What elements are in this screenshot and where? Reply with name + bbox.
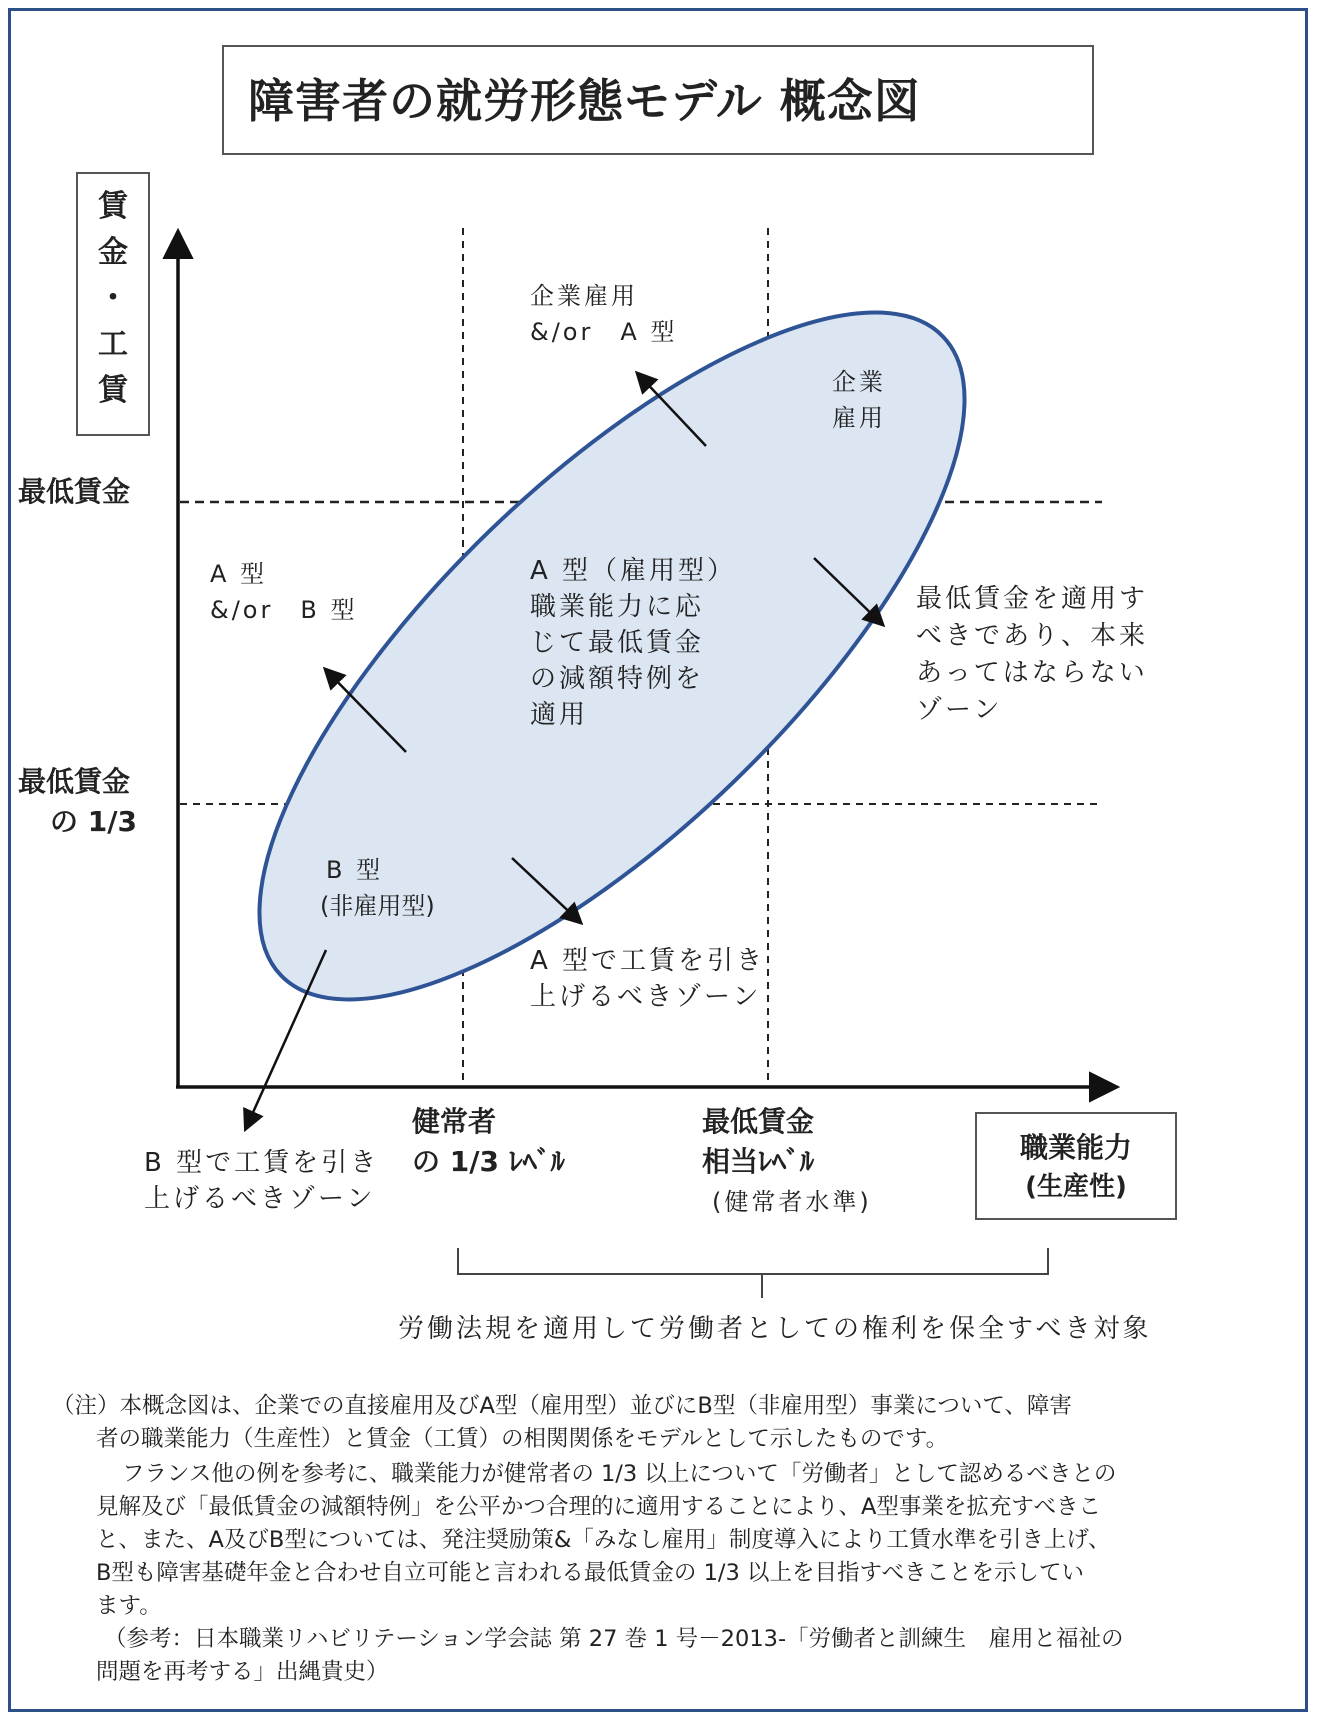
zone-center-line2: 職業能力に応 [530, 592, 705, 622]
bracket-label: 労働法規を適用して労働者としての権利を保全すべき対象 [398, 1314, 1152, 1344]
zone-raise-a-line1: A 型で工賃を引き [530, 946, 766, 976]
note-line: （参考：日本職業リハビリテーション学会誌 第 27 巻 1 号－2013-「労働者と訓練生 雇用と福祉の [104, 1626, 1124, 1652]
zone-center-line4: の減額特例を [530, 664, 705, 694]
y-axis-title-char: ・ [98, 281, 128, 316]
zone-right-line1: 最低賃金を適用す [916, 584, 1149, 614]
y-axis-title-box [76, 172, 150, 436]
y-axis-title-char: 工 [98, 327, 128, 362]
note-line: B型も障害基礎年金と合わせ自立可能と言われる最低賃金の 1/3 以上を目指すべきことを示してい [96, 1560, 1085, 1586]
bracket [458, 1248, 1048, 1274]
note-line: 見解及び「最低賃金の減額特例」を公平かつ合理的に適用することにより、A型事業を拡充すべきこ [96, 1494, 1101, 1520]
zone-right-line3: あってはならない [916, 658, 1148, 688]
note-line: 者の職業能力（生産性）と賃金（工賃）の相関関係をモデルとして示したものです。 [96, 1426, 949, 1452]
zone-raise-a-line2: 上げるべきゾーン [530, 982, 762, 1012]
diagram-title: 障害者の就労形態モデル 概念図 [248, 74, 921, 128]
zone-right-line4: ゾーン [916, 695, 1003, 725]
zone-btype-line1: B 型 [326, 856, 384, 884]
y-level-min-wage: 最低賃金 [18, 475, 131, 508]
zone-center-line1: A 型（雇用型） [530, 556, 737, 586]
zone-corp-line2: 雇用 [832, 404, 886, 432]
x-level-third-line1: 健常者 [412, 1105, 497, 1138]
zone-raise-b-line1: B 型で工賃を引き [144, 1148, 380, 1178]
zone-center-line5: 適用 [530, 700, 589, 730]
zone-center-line3: じて最低賃金 [530, 628, 705, 658]
x-axis-title-box [975, 1112, 1177, 1220]
x-axis-subtitle: (生産性) [1025, 1172, 1127, 1202]
note-line: ます。 [96, 1593, 162, 1619]
zone-right-line2: べきであり、本来 [916, 621, 1149, 651]
zone-left-line1: A 型 [210, 560, 268, 588]
y-axis-title-char: 賃 [98, 373, 128, 408]
x-level-min-line1: 最低賃金 [702, 1105, 815, 1138]
y-level-third-line1: 最低賃金 [18, 765, 131, 798]
note-line: フランス他の例を参考に、職業能力が健常者の 1/3 以上について「労働者」として認めるべきとの [122, 1461, 1117, 1487]
x-level-min-line2: 相当ﾚﾍﾞﾙ [702, 1145, 815, 1178]
x-axis-title: 職業能力 [1019, 1131, 1132, 1164]
note-line: 問題を再考する」出縄貴史） [96, 1659, 389, 1685]
x-level-third-line2: の 1/3 ﾚﾍﾞﾙ [412, 1145, 565, 1178]
y-axis-title-char: 賃 [98, 189, 128, 224]
note-line: （注）本概念図は、企業での直接雇用及びA型（雇用型）並びにB型（非雇用型）事業について、障害 [52, 1393, 1072, 1419]
zone-btype-line2: (非雇用型) [320, 892, 435, 920]
x-level-min-line3: (健常者水準) [712, 1188, 872, 1216]
zone-left-line2: &/or B 型 [210, 596, 358, 624]
zone-raise-b-line2: 上げるべきゾーン [144, 1184, 376, 1214]
zone-top-line2: &/or A 型 [530, 318, 678, 346]
zone-top-line1: 企業雇用 [530, 282, 638, 310]
y-level-third-line2: の 1/3 [50, 805, 137, 838]
zone-corp-line1: 企業 [832, 368, 886, 396]
note-line: と、また、A及びB型については、発注奨励策&「みなし雇用」制度導入により工賃水準を引き上げ、 [96, 1527, 1111, 1553]
y-axis-title-char: 金 [98, 235, 128, 270]
